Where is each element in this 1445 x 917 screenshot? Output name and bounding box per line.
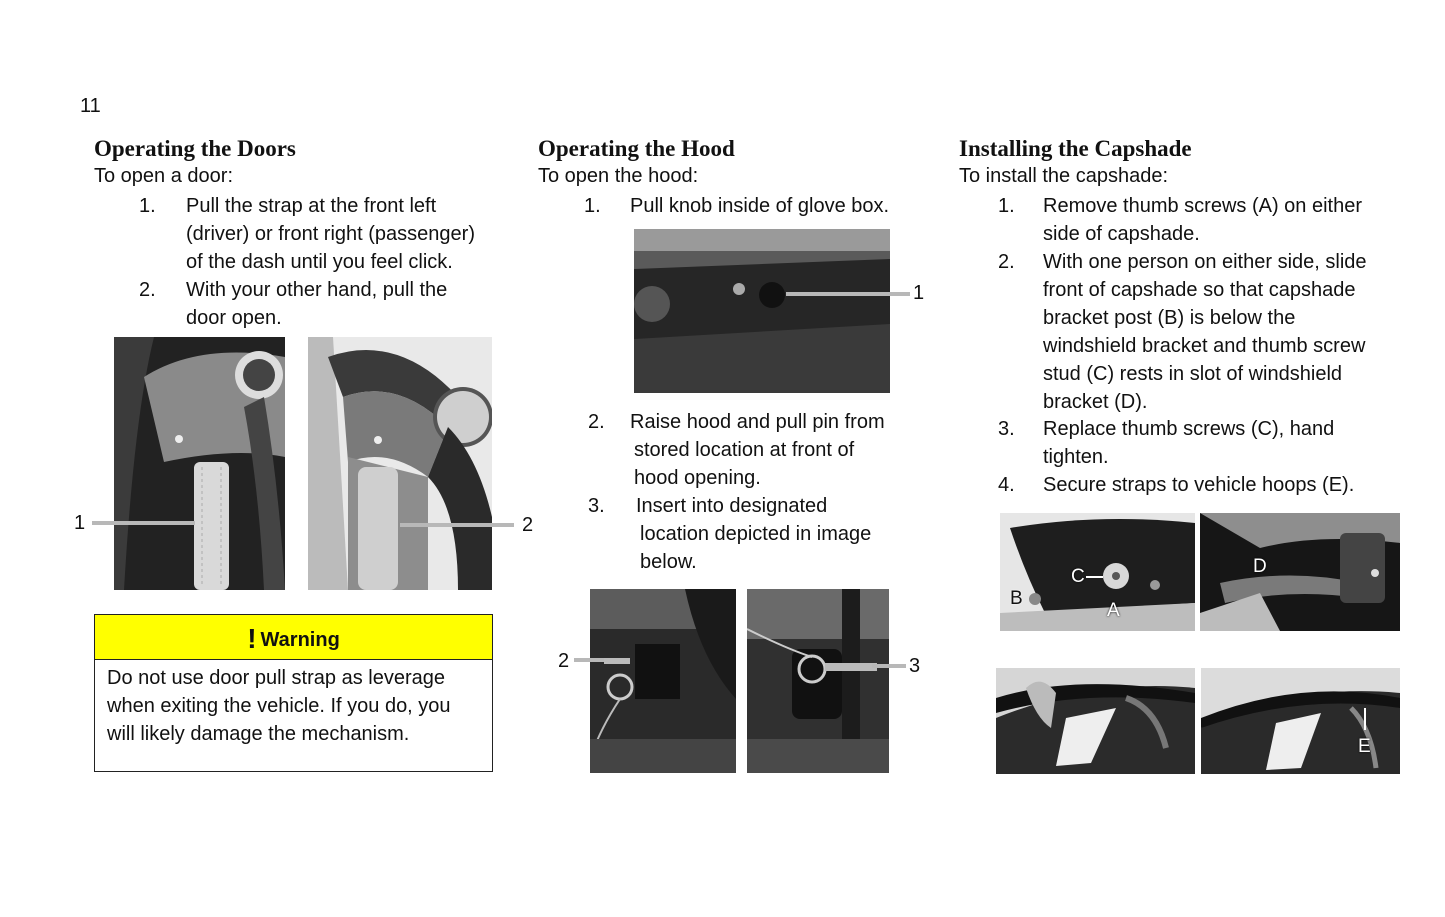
capshade-step-4: [998, 471, 1418, 499]
warning-icon: !: [247, 623, 257, 654]
capshade-title: Installing the Capshade: [959, 136, 1192, 161]
step-line: stored location at front of: [634, 439, 855, 461]
hood-step-3: [588, 492, 928, 576]
door-strap-photo-right: [308, 337, 492, 590]
step-line: Replace thumb screws (C), hand: [1043, 418, 1335, 440]
step-line: With one person on either side, slide: [1043, 251, 1367, 273]
step-number: 1.: [998, 195, 1015, 217]
step-number: 1.: [584, 195, 601, 217]
step-number: 2.: [588, 411, 605, 433]
warning-body: [95, 660, 492, 752]
doors-step-2: [139, 276, 499, 332]
step-line: (driver) or front right (passenger): [186, 223, 475, 245]
capshade-step-3: [998, 415, 1418, 471]
step-line: With your other hand, pull the: [186, 279, 448, 301]
doors-step-1: [139, 192, 499, 276]
step-line: stud (C) rests in slot of windshield: [1043, 363, 1343, 385]
step-line: tighten.: [1043, 446, 1109, 468]
step-line: windshield bracket and thumb screw: [1043, 335, 1366, 357]
windshield-bracket-photo: [1200, 513, 1400, 631]
hood-intro: To open the hood:: [538, 165, 699, 187]
step-line: bracket (D).: [1043, 391, 1148, 413]
warning-line: will likely damage the mechanism.: [107, 723, 410, 745]
step-line: bracket post (B) is below the: [1043, 307, 1296, 329]
step-line: Insert into designated: [636, 495, 828, 517]
step-line: hood opening.: [634, 467, 761, 489]
callout-1: 1: [74, 512, 86, 534]
callout-hood-2: 2: [558, 650, 570, 672]
hood-pin-stored-photo: [590, 589, 736, 773]
step-number: 2.: [998, 251, 1015, 273]
step-line: below.: [640, 551, 697, 573]
step-number: 3.: [588, 495, 605, 517]
capshade-install-photo-right: [1201, 668, 1400, 774]
step-line: front of capshade so that capshade: [1043, 279, 1356, 301]
callout-2: 2: [522, 514, 534, 536]
step-number: 3.: [998, 418, 1015, 440]
capshade-bracket-photo: [1000, 513, 1195, 631]
step-number: 1.: [139, 195, 156, 217]
hood-step-2: [588, 408, 928, 492]
hood-step-1: [584, 192, 924, 220]
photo-label-a: A: [1107, 600, 1120, 621]
step-line: door open.: [186, 307, 282, 329]
step-line: location depicted in image: [640, 523, 872, 545]
door-strap-photo-left: [114, 337, 285, 590]
step-number: 2.: [139, 279, 156, 301]
capshade-intro: To install the capshade:: [959, 165, 1169, 187]
callout-hood-1: 1: [913, 282, 925, 304]
photo-label-b: B: [1010, 588, 1023, 609]
photo-label-c: C: [1071, 566, 1085, 587]
step-line: Pull the strap at the front left: [186, 195, 437, 217]
hood-pin-inserted-photo: [747, 589, 889, 773]
hood-title: Operating the Hood: [538, 136, 735, 161]
warning-header: [95, 615, 492, 660]
page-number: 11: [80, 95, 101, 117]
step-line: of the dash until you feel click.: [186, 251, 453, 273]
capshade-step-2: [998, 248, 1418, 416]
doors-title: Operating the Doors: [94, 136, 296, 161]
warning-box: [94, 614, 493, 772]
step-line: Remove thumb screws (A) on either: [1043, 195, 1363, 217]
photo-label-e: E: [1358, 736, 1371, 757]
step-line: Secure straps to vehicle hoops (E).: [1043, 474, 1355, 496]
capshade-step-1: [998, 192, 1418, 248]
step-line: Pull knob inside of glove box.: [630, 195, 890, 217]
doors-intro: To open a door:: [94, 165, 233, 187]
step-number: 4.: [998, 474, 1015, 496]
capshade-install-photo-left: [996, 668, 1195, 774]
warning-line: when exiting the vehicle. If you do, you: [107, 695, 451, 717]
photo-label-d: D: [1253, 556, 1267, 577]
glove-box-photo: [634, 229, 890, 393]
step-line: Raise hood and pull pin from: [630, 411, 885, 433]
step-line: side of capshade.: [1043, 223, 1200, 245]
warning-title: Warning: [260, 629, 340, 651]
callout-hood-3: 3: [909, 655, 921, 677]
warning-line: Do not use door pull strap as leverage: [107, 667, 445, 689]
